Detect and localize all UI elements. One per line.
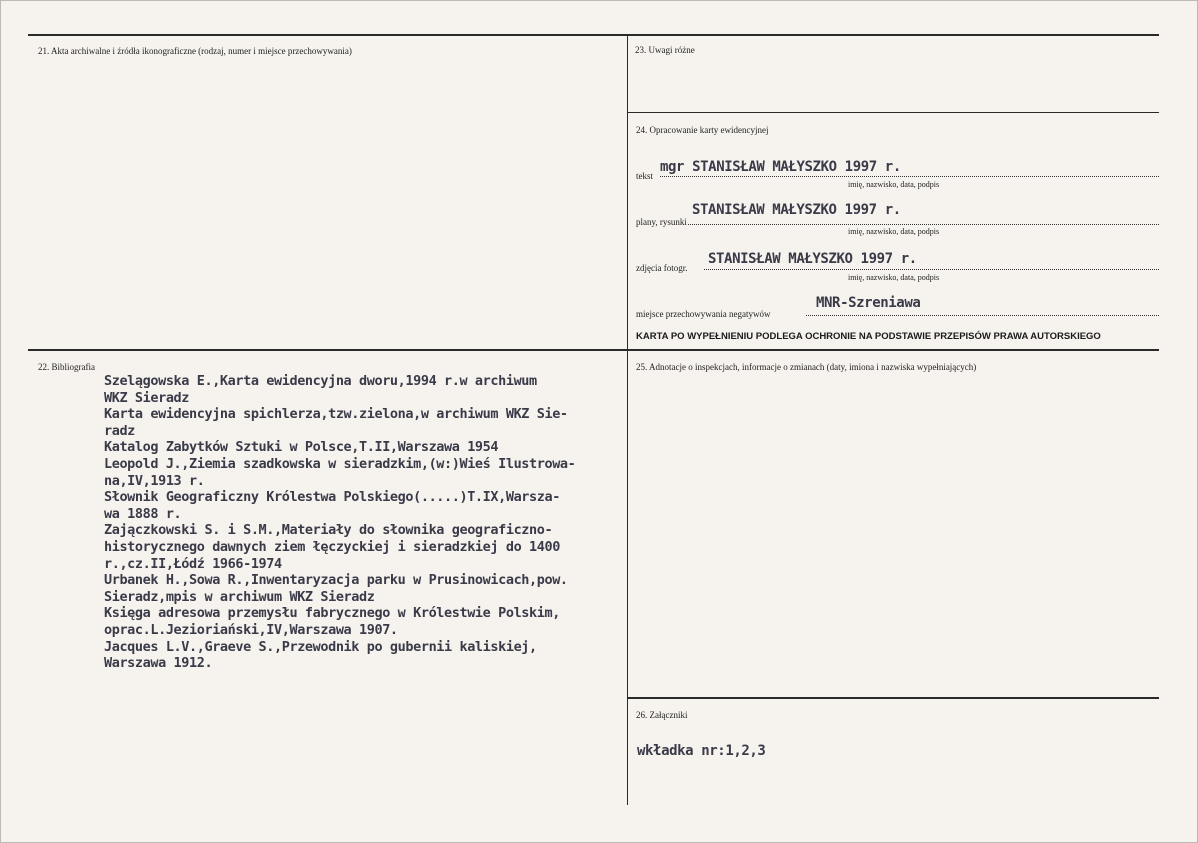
bibliography-line: Katalog Zabytków Sztuki w Polsce,T.II,Warszawa 1954 [104,439,499,456]
section-25-label: 25. Adnotacje o inspekcjach, informacje o zmianach (daty, imiona i nazwiska wypełniających) [636,362,977,372]
section-21-label: 21. Akta archiwalne i źródła ikonograficzne (rodzaj, numer i miejsce przechowywania) [38,46,352,56]
section-22-label: 22. Bibliografia [38,362,95,372]
drawings-author-label: plany, rysunki [636,217,687,227]
bibliography-line: Leopold J.,Ziemia szadkowska w sieradzkim,(w:)Wieś Ilustrowa- [104,455,576,472]
text-author-value: mgr STANISŁAW MAŁYSZKO 1997 r. [660,159,901,175]
photos-author-hint: imię, nazwisko, data, podpis [848,273,940,282]
bibliography-line: historycznego dawnych ziem łęczyckiej i sieradzkiej do 1400 [104,538,560,555]
negatives-label: miejsce przechowywania negatywów [636,309,771,319]
bibliography-line: WKZ Sieradz [104,389,190,406]
negatives-line [806,315,1159,316]
text-author-hint: imię, nazwisko, data, podpis [848,180,940,189]
bibliography-line: Księga adresowa przemysłu fabrycznego w Królestwie Polskim, [104,605,560,622]
bibliography-line: r.,cz.II,Łódź 1966-1974 [104,555,282,572]
photos-author-value: STANISŁAW MAŁYSZKO 1997 r. [708,251,917,267]
top-rule [28,34,1159,36]
bibliography-line: Sieradz,mpis w archiwum WKZ Sieradz [104,588,375,605]
bibliography-line: Zajączkowski S. i S.M.,Materiały do słownika geograficzno- [104,522,553,539]
bibliography-line: Urbanek H.,Sowa R.,Inwentaryzacja parku w Prusinowicach,pow. [104,572,568,589]
bibliography-line: na,IV,1913 r. [104,472,205,489]
photos-author-label: zdjęcia fotogr. [636,263,688,273]
left-mid-rule [28,349,628,351]
bibliography-line: Jacques L.V.,Graeve S.,Przewodnik po gubernii kaliskiej, [104,638,537,655]
bibliography-line: radz [104,422,135,439]
text-author-label: tekst [636,171,653,181]
drawings-author-value: STANISŁAW MAŁYSZKO 1997 r. [692,202,901,218]
bibliography-line: Słownik Geograficzny Królestwa Polskiego(.....)T.IX,Warsza- [104,489,560,506]
bibliography-line: Karta ewidencyjna spichlerza,tzw.zielona,w archiwum WKZ Sie- [104,406,568,423]
drawings-author-line [688,224,1159,225]
attachments-value: wkładka nr:1,2,3 [637,743,766,759]
section-24-label: 24. Opracowanie karty ewidencyjnej [636,125,769,135]
section-23-label: 23. Uwagi różne [635,45,695,55]
bibliography-line: Warszawa 1912. [104,655,213,672]
bibliography-list [104,373,629,672]
bibliography-line: wa 1888 r. [104,505,182,522]
bibliography-line: oprac.L.Jezioriański,IV,Warszawa 1907. [104,621,398,638]
right-rule-26 [627,697,1159,699]
right-rule-23 [627,112,1159,113]
copyright-notice: KARTA PO WYPEŁNIENIU PODLEGA OCHRONIE NA PODSTAWIE PRZEPISÓW PRAWA AUTORSKIEGO [636,331,1101,342]
bibliography-line: Szelągowska E.,Karta ewidencyjna dworu,1994 r.w archiwum [104,373,537,389]
section-26-label: 26. Załączniki [636,710,688,720]
drawings-author-hint: imię, nazwisko, data, podpis [848,227,940,236]
text-author-line [660,176,1159,177]
negatives-value: MNR-Szreniawa [816,295,921,311]
right-rule-24 [627,349,1159,351]
photos-author-line [704,269,1159,270]
